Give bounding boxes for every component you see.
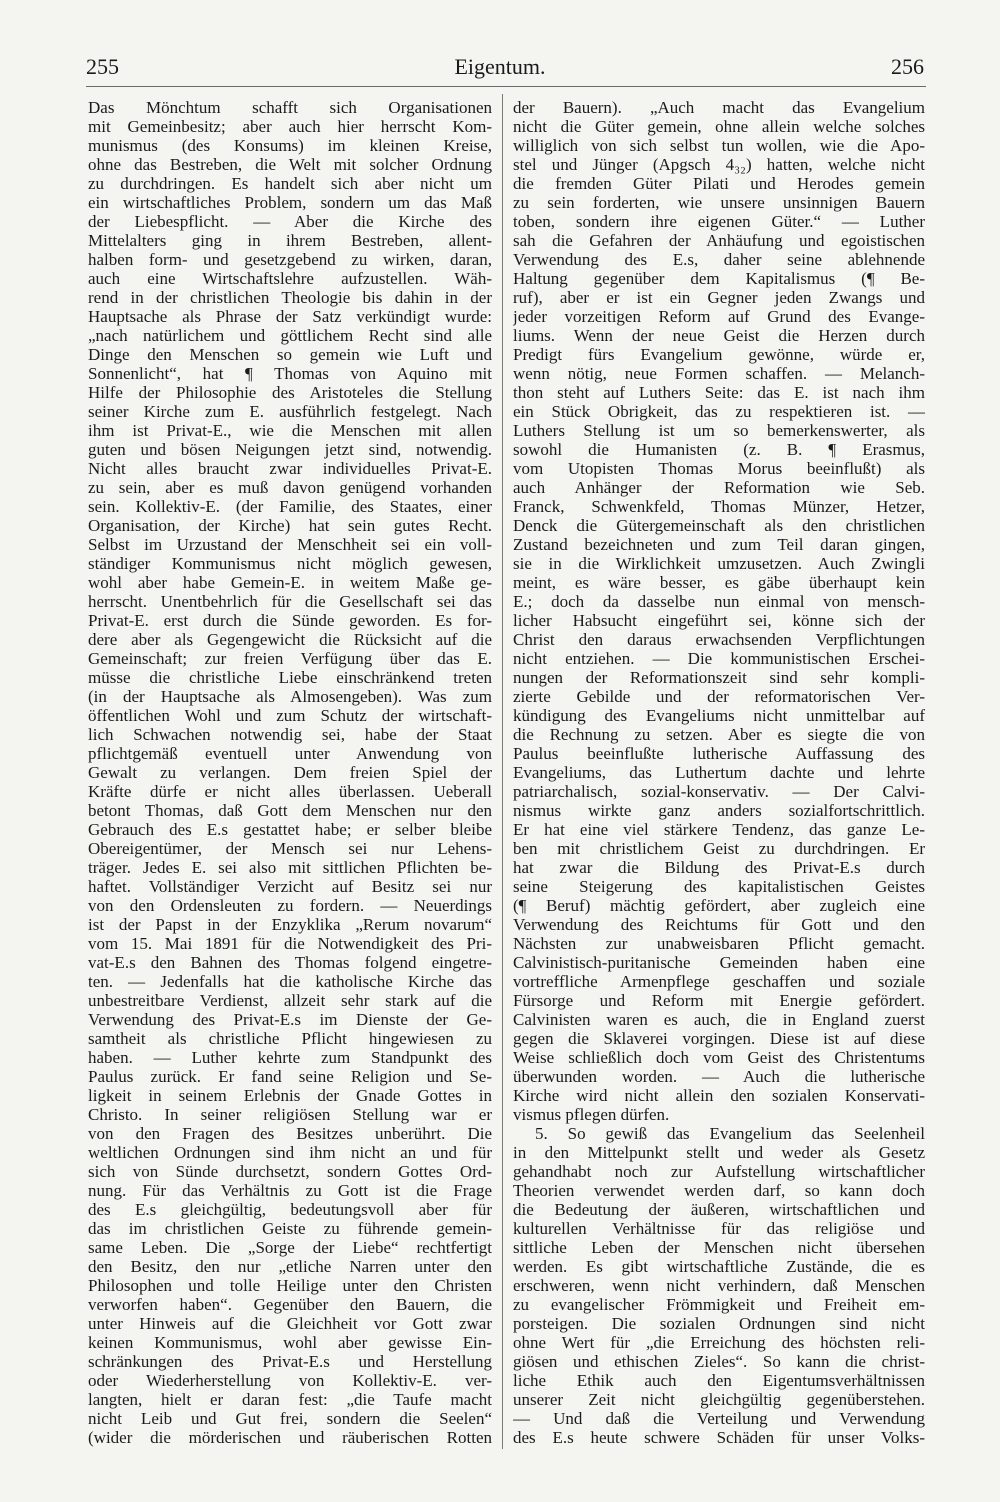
text-line: nismus wirkte ganz anders sozialfortschrittlich.	[513, 801, 925, 820]
text-line: Verwendung des Privat-E.s im Dienste der Ge-	[88, 1010, 492, 1029]
text-line: vat-E.s den Bahnen des Thomas folgend eingetre-	[88, 953, 492, 972]
text-line: des E.s gleichgültig, bedeutungsvoll aber für	[88, 1200, 492, 1219]
text-line: patriarchalisch, sozial-konservativ. — Der Calvi-	[513, 782, 925, 801]
page-number-left: 255	[86, 54, 119, 79]
text-line: die Rechnung zu setzen. Aber es siegte die von	[513, 725, 925, 744]
text-line: (¶ Beruf) mächtig gefördert, aber zugleich eine	[513, 896, 925, 915]
text-line: keinen Kommunismus, wohl aber gewisse Ein-	[88, 1333, 492, 1352]
text-line: ben mit christlichem Geist zu durchdringen. Er	[513, 839, 925, 858]
text-line: kündigung des Evangeliums nicht unmittelbar auf	[513, 706, 925, 725]
text-line: oder Wiederherstellung von Kollektiv-E. ver-	[88, 1371, 492, 1390]
text-line: Gewalt zu verlangen. Dem freien Spiel der	[88, 763, 492, 782]
text-line: betont Thomas, daß Gott dem Menschen nur den	[88, 801, 492, 820]
text-line: Evangeliums, das Luthertum dachte und lehrte	[513, 763, 925, 782]
text-line: Selbst im Urzustand der Menschheit sei ein voll-	[88, 535, 492, 554]
text-line: Dinge den Menschen so gemein wie Luft und	[88, 345, 492, 364]
text-line: das im christlichen Geiste zu führende gemein-	[88, 1219, 492, 1238]
text-line: der Bauern). „Auch macht das Evangelium	[513, 98, 925, 117]
text-line: rend in der christlichen Theologie bis dahin in der	[88, 288, 492, 307]
text-line: Mittelalters ging in ihrem Bestreben, allent-	[88, 231, 492, 250]
text-line: munismus (des Konsums) im kleinen Kreise,	[88, 136, 492, 155]
text-line: kulturellen Verhältnisse für das religiöse und	[513, 1219, 925, 1238]
text-line: Luthers Stellung ist um so bemerkenswerter, als	[513, 421, 925, 440]
text-line: zu durchdringen. Es handelt sich aber nicht um	[88, 174, 492, 193]
text-line: in den Mittelpunkt stellt und weder als Gesetz	[513, 1143, 925, 1162]
text-line: vom 15. Mai 1891 für die Notwendigkeit des Pri-	[88, 934, 492, 953]
text-line: Haltung gegenüber dem Kapitalismus (¶ Be-	[513, 269, 925, 288]
text-line: langten, hielt er daran fest: „die Taufe macht	[88, 1390, 492, 1409]
text-line: vismus pflegen dürfen.	[513, 1105, 670, 1124]
text-line: ligkeit in seinem Erlebnis der Gnade Gottes in	[88, 1086, 492, 1105]
paragraph	[513, 98, 925, 1124]
text-line: Theorien verwendet werden darf, so kann doch	[513, 1181, 925, 1200]
text-line: ständiger Kommunismus nicht möglich gewesen,	[88, 554, 492, 573]
column-divider	[502, 94, 503, 1449]
text-line: Privat-E. erst durch die Sünde geworden. Es for-	[88, 611, 492, 630]
text-line: Fürsorge und Reform mit Energie gefördert.	[513, 991, 925, 1010]
text-line: haben. — Luther kehrte zum Standpunkt des	[88, 1048, 492, 1067]
text-line: licher Habsucht eingeführt sei, könne sich der	[513, 611, 925, 630]
text-line: toben, sondern ihre eigenen Güter.“ — Luther	[513, 212, 925, 231]
text-line: Denck die Gütergemeinschaft als den christlichen	[513, 516, 925, 535]
text-line: Verwendung des E.s, daher seine ablehnende	[513, 250, 925, 269]
text-line: 5. So gewiß das Evangelium das Seelenheil	[535, 1124, 925, 1143]
text-line: mit Gemeinbesitz; aber auch hier herrscht Kom-	[88, 117, 492, 136]
text-line: der Liebespflicht. — Aber die Kirche des	[88, 212, 492, 231]
text-line: (wider die mörderischen und räuberischen Rotten	[88, 1428, 492, 1447]
text-line: ohne das Bestreben, die Welt mit solcher Ordnung	[88, 155, 492, 174]
text-line: thon steht auf Luthers Seite: das E. ist nach ihm	[513, 383, 925, 402]
text-line: nicht entziehen. — Die kommunistischen Erschei-	[513, 649, 925, 668]
text-line: seiner Kirche zum E. ausführlich festgelegt. Nach	[88, 402, 492, 421]
text-line: vom Utopisten Thomas Morus beeinflußt) als	[513, 459, 925, 478]
text-line: wenn nötig, neue Formen schaffen. — Melanch-	[513, 364, 925, 383]
text-line: jeder vorzeitigen Reform auf Grund des Evange-	[513, 307, 925, 326]
text-line: Christ den daraus erwachsenden Verpflichtungen	[513, 630, 925, 649]
text-line: Christo. In seiner religiösen Stellung war er	[88, 1105, 492, 1124]
text-line: ruf), aber er ist ein Gegner jeden Zwangs und	[513, 288, 925, 307]
text-line: liums. Wenn der neue Geist die Herzen durch	[513, 326, 925, 345]
text-line: Predigt fürs Evangelium gewönne, würde er,	[513, 345, 925, 364]
text-line: den Besitz, den nur „etliche Narren unter den	[88, 1257, 492, 1276]
text-line: unserer Zeit nicht gleichgültig gegenüberstehen.	[513, 1390, 925, 1409]
text-line: seine Steigerung des kapitalistischen Geistes	[513, 877, 925, 896]
text-line: Hilfe der Philosophie des Aristoteles die Stellung	[88, 383, 492, 402]
text-line: Calvinistisch-puritanische Gemeinden haben eine	[513, 953, 925, 972]
text-line: Paulus zurück. Er fand seine Religion und Se-	[88, 1067, 492, 1086]
text-line: vortreffliche Armenpflege geschaffen und soziale	[513, 972, 925, 991]
text-line: Franck, Schwenkfeld, Thomas Münzer, Hetzer,	[513, 497, 925, 516]
text-line: ein wirtschaftliches Problem, sondern um das Maß	[88, 193, 492, 212]
text-line: träger. Jedes E. sei also mit sittlichen Pflichten be-	[88, 858, 492, 877]
text-line: müsse die christliche Liebe einschränkend treten	[88, 668, 492, 687]
text-line: Zustand bezeichneten und zum Teil daran gingen,	[513, 535, 925, 554]
text-line: liche Ethik auch den Eigentumsverhältnissen	[513, 1371, 925, 1390]
text-line: nicht Leib und Gut frei, sondern die Seelen“	[88, 1409, 492, 1428]
text-line: Hauptsache als Phrase der Satz verkündigt wurde:	[88, 307, 492, 326]
text-line: schränkungen des Privat-E.s und Herstellung	[88, 1352, 492, 1371]
text-line: — Und daß die Verteilung und Verwendung	[513, 1409, 925, 1428]
text-line: Das Mönchtum schafft sich Organisationen	[88, 98, 492, 117]
text-line: nicht die Güter gemein, ohne allein welche solches	[513, 117, 925, 136]
right-column	[513, 98, 925, 1447]
text-line: nungen der Reformationszeit sind sehr kompli-	[513, 668, 925, 687]
text-line: (in der Hauptsache als Almosengeben). Was zum	[88, 687, 492, 706]
text-line: ohne Wert für „die Erreichung des höchsten reli-	[513, 1333, 925, 1352]
text-line: wohl aber habe Gemein-E. in weitem Maße ge-	[88, 573, 492, 592]
text-line: Obereigentümer, der Mensch sei nur Lehens-	[88, 839, 492, 858]
text-line: Kirche wird nicht allein den sozialen Konservati-	[513, 1086, 925, 1105]
text-line: ein Stück Obrigkeit, das zu respektieren ist. —	[513, 402, 925, 421]
text-line: überwunden worden. — Auch die lutherische	[513, 1067, 925, 1086]
text-line: haftet. Vollständiger Verzicht auf Besitz sei nur	[88, 877, 492, 896]
text-line: sittliche Leben der Menschen nicht übersehen	[513, 1238, 925, 1257]
text-line: stel und Jünger (Apgsch 4₃₂) hatten, welche nicht	[513, 155, 925, 174]
header-rule	[86, 86, 926, 87]
text-line: Kräfte dürfe er nicht alles überlassen. Ueberall	[88, 782, 492, 801]
text-line: ist der Papst in der Enzyklika „Rerum novarum“	[88, 915, 492, 934]
text-line: nung. Für das Verhältnis zu Gott ist die Frage	[88, 1181, 492, 1200]
text-line: guten und bösen Neigungen jetzt sind, notwendig.	[88, 440, 492, 459]
text-line: von den Fragen des Besitzes unberührt. Die	[88, 1124, 492, 1143]
text-line: lich Schwachen notwendig sei, habe der Staat	[88, 725, 492, 744]
text-line: unbestreitbare Verdienst, allzeit sehr stark auf die	[88, 991, 492, 1010]
text-line: Gebrauch des E.s gestattet habe; er selber bleibe	[88, 820, 492, 839]
running-head: Eigentum.	[454, 54, 546, 79]
text-line: Sonnenlicht“, hat ¶ Thomas von Aquino mit	[88, 364, 492, 383]
text-line: Paulus beeinflußte lutherische Auffassung des	[513, 744, 925, 763]
text-line: unter Hinweis auf die Gleichheit vor Gott zwar	[88, 1314, 492, 1333]
text-line: same Leben. Die „Sorge der Liebe“ rechtfertigt	[88, 1238, 492, 1257]
text-line: zu sein forderten, wie unsere unsinnigen Bauern	[513, 193, 925, 212]
text-line: samtheit als christliche Pflicht hingewiesen zu	[88, 1029, 492, 1048]
text-line: zierte Gebilde und der reformatorischen Ver-	[513, 687, 925, 706]
text-line: Verwendung des Reichtums für Gott und den	[513, 915, 925, 934]
text-line: von den Ordensleuten zu fordern. — Neuerdings	[88, 896, 492, 915]
text-line: zu evangelischer Frömmigkeit und Freiheit em-	[513, 1295, 925, 1314]
text-line: „nach natürlichem und göttlichem Recht sind alle	[88, 326, 492, 345]
text-line: erschweren, wenn nicht verhindern, daß Menschen	[513, 1276, 925, 1295]
paragraph	[88, 98, 492, 1447]
text-line: öffentlichen Wohl und zum Schutz der wirtschaft-	[88, 706, 492, 725]
text-line: pflichtgemäß eventuell unter Anwendung von	[88, 744, 492, 763]
text-line: Weise schließlich doch vom Geist des Christentums	[513, 1048, 925, 1067]
text-line: werden. Es gibt wirtschaftliche Zustände, die es	[513, 1257, 925, 1276]
text-line: Er hat eine viel stärkere Tendenz, das ganze Le-	[513, 820, 925, 839]
text-line: Calvinisten waren es auch, die in England zuerst	[513, 1010, 925, 1029]
text-line: Organisation, der Kirche) hat sein gutes Recht.	[88, 516, 492, 535]
text-line: sowohl die Humanisten (z. B. ¶ Erasmus,	[513, 440, 925, 459]
text-line: sie in die Wirklichkeit umzusetzen. Auch Zwingli	[513, 554, 925, 573]
text-line: auch Anhänger der Reformation wie Seb.	[513, 478, 925, 497]
text-line: zu sein, aber es muß davon genügend vorhanden	[88, 478, 492, 497]
text-line: sich von Sünde durchsetzt, sondern Gottes Ord-	[88, 1162, 492, 1181]
text-line: gehandhabt noch zur Aufstellung wirtschaftlicher	[513, 1162, 925, 1181]
text-line: porsteigen. Die sozialen Ordnungen sind nicht	[513, 1314, 925, 1333]
text-line: gegen die Sklaverei vorgingen. Diese ist auf diese	[513, 1029, 925, 1048]
text-line: dere aber als Gegengewicht die Rücksicht auf die	[88, 630, 492, 649]
text-line: meint, es wäre besser, es gäbe überhaupt kein	[513, 573, 925, 592]
text-line: verworfen haben“. Gegenüber den Bauern, die	[88, 1295, 492, 1314]
text-line: ten. — Jedenfalls hat die katholische Kirche das	[88, 972, 492, 991]
page-number-right: 256	[891, 54, 924, 79]
text-line: auch eine Wirtschaftslehre aufzustellen. Wäh-	[88, 269, 492, 288]
text-line: die Bedeutung der äußeren, wirtschaftlichen und	[513, 1200, 925, 1219]
text-line: hat zwar die Bildung des Privat-E.s durch	[513, 858, 925, 877]
paragraph	[513, 1124, 925, 1447]
text-line: ihm ist Privat-E., wie die Menschen mit allen	[88, 421, 492, 440]
text-line: Nicht alles braucht zwar individuelles Privat-E.	[88, 459, 492, 478]
text-line: herrscht. Unentbehrlich für die Gesellschaft sei das	[88, 592, 492, 611]
left-column	[88, 98, 492, 1447]
text-line: Nächsten zur unabweisbaren Pflicht gemacht.	[513, 934, 925, 953]
text-line: des E.s heute schwere Schäden für unser Volks-	[513, 1428, 925, 1447]
text-line: E.; doch da dasselbe nun einmal von mensch-	[513, 592, 925, 611]
text-line: giösen und ethischen Zieles“. So kann die christ-	[513, 1352, 925, 1371]
text-line: halben form- und gesetzgebend zu wirken, daran,	[88, 250, 492, 269]
text-line: Gemeinschaft; zur freien Verfügung über das E.	[88, 649, 492, 668]
text-line: sah die Gefahren der Anhäufung und egoistischen	[513, 231, 925, 250]
text-line: sein. Kollektiv-E. (der Familie, des Staates, einer	[88, 497, 492, 516]
text-line: die fremden Güter Pilati und Herodes gemein	[513, 174, 925, 193]
text-line: Philosophen und tolle Heilige unter den Christen	[88, 1276, 492, 1295]
text-line: weltlichen Ordnungen sind ihm nicht an und für	[88, 1143, 492, 1162]
text-line: williglich von sich selbst tun wollen, wie die Apo-	[513, 136, 925, 155]
